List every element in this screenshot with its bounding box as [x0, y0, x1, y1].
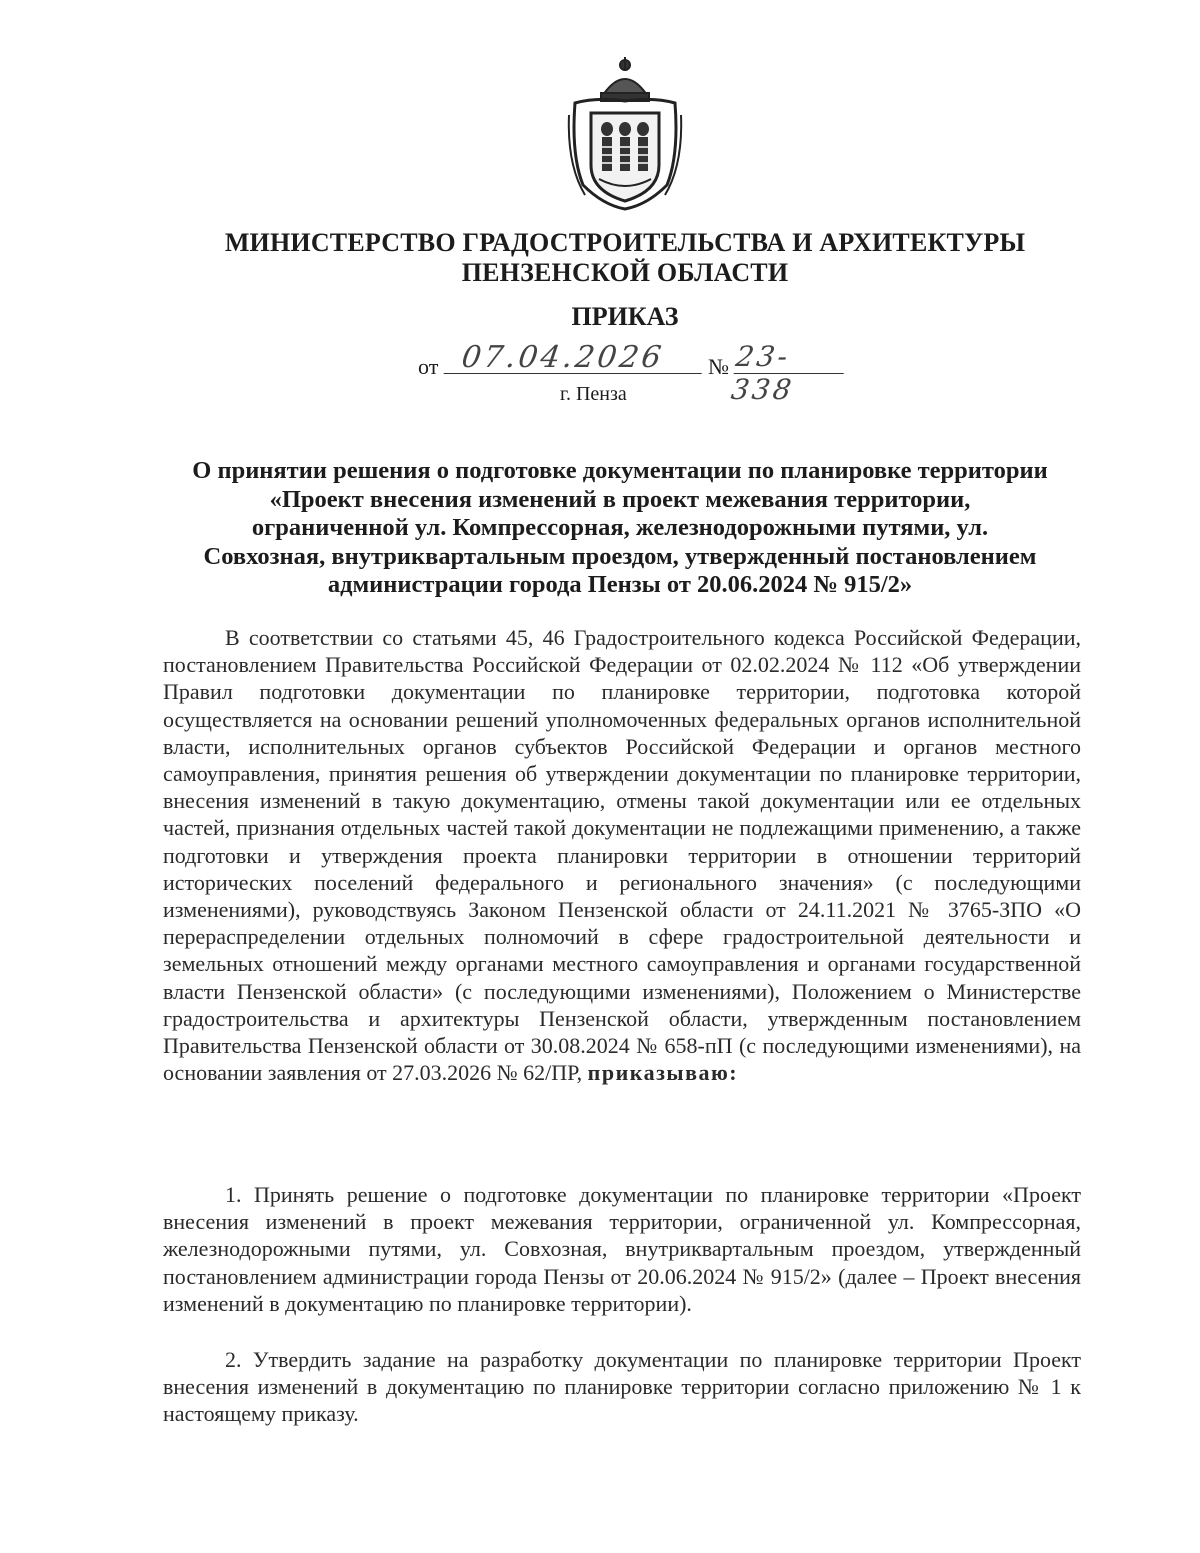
ministry-line-2: ПЕНЗЕНСКОЙ ОБЛАСТИ — [461, 258, 789, 287]
preamble-order-word: приказываю: — [587, 1060, 739, 1086]
preamble-paragraph — [163, 624, 1081, 1086]
order-item-2: 2. Утвердить задание на разработку документации по планировке территории Проект внесения изменений в документацию по планировке территории согласно приложению № 1 к настоящему приказу. — [163, 1347, 1081, 1427]
ministry-name — [150, 228, 1100, 288]
order-item-1: 1. Принять решение о подготовке документации по планировке территории «Проект внесения изменений в проект межевания территории, ограниченной ул. Компрессорная, железнодорожными путями, ул. Совхозная, внутриквартальным проездом, утвержденный постановлением администрации города Пензы от 20.06.2024 № 915/2» (далее – Проект внесения изменений в документацию по планировке территории). — [163, 1182, 1081, 1316]
preamble-text: В соответствии со статьями 45, 46 Градостроительного кодекса Российской Федерации, постановлением Правительства Российской Федерации от 02.02.2024 № 112 «Об утверждении Правил подготовки документации по планировке территории, подготовка которой осуществляется на основании решений уполномоченных федеральных органов исполнительной власти, исполнительных органов субъектов Российской Федерации и органов местного самоуправления, принятия решения об утверждении документации по планировке территории, внесения изменений в такую документацию, отмены такой документации или ее отдельных частей, признания отдельных частей такой документации не подлежащими применению, а также подготовки и утверждения проекта планировки территории в отношении территорий исторических поселений федерального и регионального значения» (с последующими изменениями), руководствуясь Законом Пензенской области от 24.11.2021 № 3765-ЗПО «О перераспределении отдельных полномочий в сфере градостроительной деятельности и земельных отношений между органами местного самоуправления и органами государственной власти Пензенской области» (с последующими изменениями), Положением о Министерстве градостроительства и архитектуры Пензенской области, утвержденным постановлением Правительства Пензенской области от 30.08.2024 № 658-пП (с последующими изменениями), на основании заявления от 27.03.2026 № 62/ПР, — [163, 625, 1081, 1086]
document-title: О принятии решения о подготовке документации по планировке территории «Проект внесения изменений в проект межевания территории, ограниченной ул. Компрессорная, железнодорожными путями, ул. Совхозная, внутриквартальным проездом, утвержденный постановлением администрации города Пензы от 20.06.2024 № 915/2» — [192, 457, 1048, 598]
city: г. Пенза — [560, 383, 627, 405]
date-prefix: от — [418, 354, 439, 379]
ministry-line-1: МИНИСТЕРСТВО ГРАДОСТРОИТЕЛЬСТВА И АРХИТЕКТУРЫ — [224, 228, 1026, 257]
document-type: ПРИКАЗ — [571, 302, 679, 331]
coat-of-arms-icon — [563, 55, 687, 213]
handwritten-date: 07.04.2026 — [444, 340, 707, 374]
number-prefix: № — [708, 354, 729, 379]
handwritten-number: 23-338 — [734, 340, 849, 374]
